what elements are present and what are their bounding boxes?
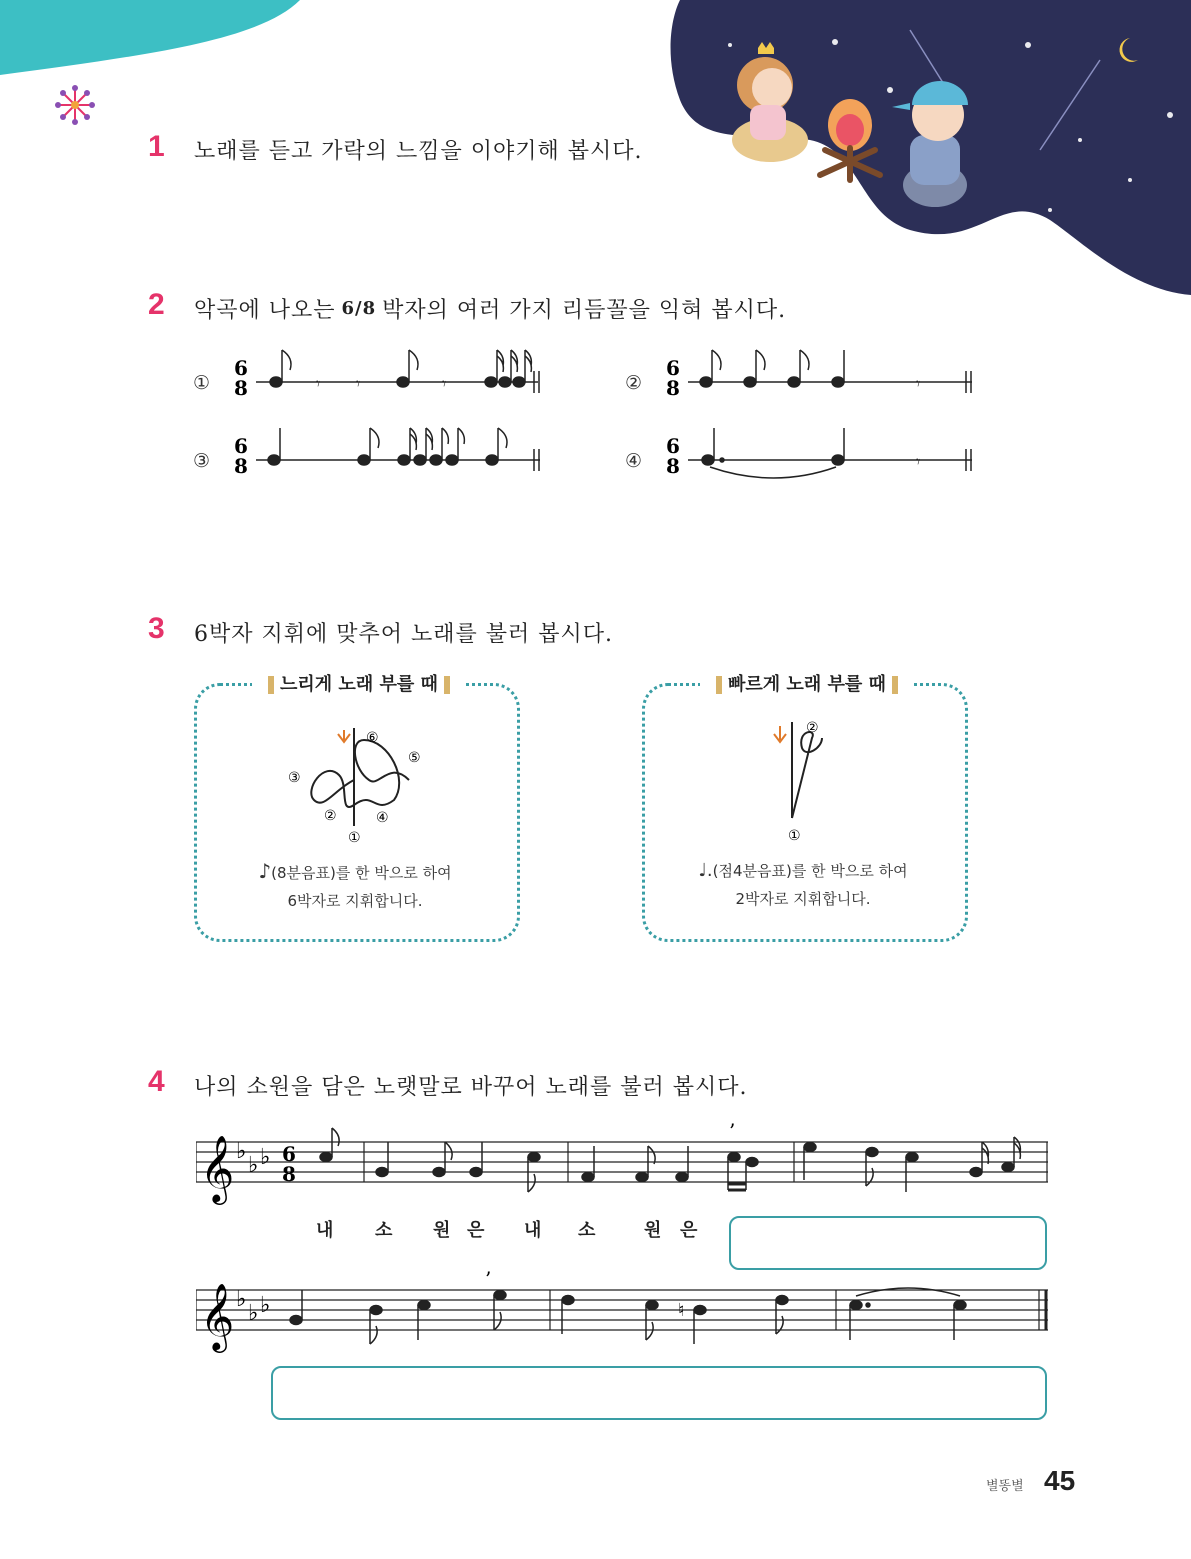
flower-icon: [55, 85, 95, 125]
score-staff-2: [196, 1268, 1056, 1363]
flat-icon: ♭: [260, 1145, 271, 1170]
down-arrow-icon: [338, 730, 350, 742]
fast-conducting-title: [700, 670, 914, 696]
two-beat-conducting-diagram: [760, 718, 860, 848]
flat-icon: ♭: [248, 1301, 259, 1326]
score-meter-bottom: 8: [282, 1162, 296, 1186]
rhythm-1-meter-top: 6: [234, 356, 248, 380]
natural-sign-icon: ♮: [678, 1300, 685, 1321]
question-2-meter: 6/8: [341, 298, 377, 319]
treble-clef-icon: 𝄞: [200, 1134, 235, 1202]
rhythm-1-label: ①: [193, 372, 211, 394]
lyric-answer-box-1[interactable]: [729, 1216, 1047, 1270]
slow-conducting-title-text: 느리게 노래 부를 때: [280, 674, 438, 695]
rhythm-4-staff: [660, 423, 980, 483]
flat-icon: ♭: [260, 1293, 271, 1318]
rhythm-2-label: ②: [625, 372, 643, 394]
slow-conducting-title: [252, 670, 466, 696]
rhythm-3-label: ③: [193, 450, 211, 472]
lyric-1: 내: [316, 1220, 334, 1241]
fast-caption-line2: 2박자로 지휘합니다.: [735, 890, 871, 908]
dotted-quarter-note-icon: ♩.: [698, 860, 713, 881]
rhythm-3-meter-bottom: 8: [234, 454, 248, 478]
lyric-8: 은: [680, 1220, 698, 1241]
treble-clef-icon: 𝄞: [200, 1282, 235, 1350]
svg-text:𝄾: 𝄾: [442, 374, 447, 393]
question-4-number: 4: [148, 1065, 165, 1098]
question-3-number: 3: [148, 612, 165, 645]
flat-icon: ♭: [248, 1153, 259, 1178]
svg-text:𝄾: 𝄾: [356, 374, 361, 393]
top-teal-band: [0, 0, 300, 80]
fast-conducting-title-text: 빠르게 노래 부를 때: [728, 674, 886, 695]
question-2-number: 2: [148, 288, 165, 321]
lyric-7: 원: [644, 1220, 662, 1241]
question-4-text: 나의 소원을 담은 노랫말로 바꾸어 노래를 불러 봅시다.: [194, 1075, 748, 1100]
lyric-5: 내: [524, 1220, 542, 1241]
rhythm-3-meter-top: 6: [234, 434, 248, 458]
rhythm-2-staff: [660, 345, 980, 405]
lyric-6: 소: [578, 1220, 596, 1241]
slow-beat-1: ①: [348, 830, 361, 846]
down-arrow-icon: [774, 726, 786, 742]
slow-beat-3: ③: [288, 770, 301, 786]
rhythm-1-staff: [228, 345, 548, 405]
slow-beat-6: ⑥: [366, 730, 379, 746]
night-sky-illustration: [660, 0, 1191, 300]
breath-mark-icon: ’: [485, 1268, 492, 1291]
rhythm-3-staff: [228, 423, 548, 483]
question-2-text-after: 박자의 여러 가지 리듬꼴을 익혀 봅시다.: [382, 298, 787, 323]
lyric-4: 은: [467, 1220, 485, 1241]
slow-beat-5: ⑤: [408, 750, 421, 766]
slow-caption-line2: 6박자로 지휘합니다.: [287, 892, 423, 910]
flat-icon: ♭: [236, 1287, 247, 1312]
eighth-note-icon: ♪: [258, 859, 272, 883]
question-3-text: 6박자 지휘에 맞추어 노래를 불러 봅시다.: [194, 622, 613, 647]
question-1-text: 노래를 듣고 가락의 느낌을 이야기해 봅시다.: [194, 139, 643, 164]
svg-text:𝄾: 𝄾: [316, 374, 321, 393]
rhythm-2-meter-bottom: 8: [666, 376, 680, 400]
flat-icon: ♭: [236, 1139, 247, 1164]
slow-beat-2: ②: [324, 808, 337, 824]
rhythm-2-meter-top: 6: [666, 356, 680, 380]
slow-caption-line1: (8분음표)를 한 박으로 하여: [271, 864, 452, 882]
lyric-3: 원: [433, 1220, 451, 1241]
rhythm-4-label: ④: [625, 450, 643, 472]
lyric-2: 소: [375, 1220, 393, 1241]
question-2-text: [194, 293, 786, 324]
svg-text:𝄾: 𝄾: [916, 374, 921, 393]
fast-caption-line1: (점4분음표)를 한 박으로 하여: [712, 862, 908, 880]
page-number: 45: [1044, 1465, 1076, 1496]
slow-beat-4: ④: [376, 810, 389, 826]
rhythm-1-meter-bottom: 8: [234, 376, 248, 400]
footer-section-label: 별똥별: [986, 1479, 1024, 1494]
question-1-number: 1: [148, 130, 165, 163]
slow-conducting-caption: [210, 857, 500, 915]
rhythm-4-meter-bottom: 8: [666, 454, 680, 478]
six-beat-conducting-diagram: [280, 720, 430, 850]
lyric-answer-box-2[interactable]: [271, 1366, 1047, 1420]
question-2-text-before: 악곡에 나오는: [194, 298, 336, 323]
fast-conducting-caption: [658, 857, 948, 913]
svg-text:𝄾: 𝄾: [916, 452, 921, 471]
rhythm-4-meter-top: 6: [666, 434, 680, 458]
fast-beat-1: ①: [788, 828, 801, 844]
score-meter-top: 6: [282, 1142, 296, 1166]
score-staff-1: [196, 1120, 1056, 1215]
breath-mark-icon: ’: [729, 1120, 736, 1143]
fast-beat-2: ②: [806, 720, 819, 736]
